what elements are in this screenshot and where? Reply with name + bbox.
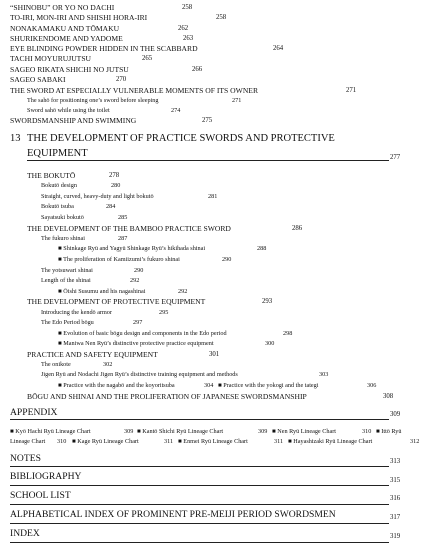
toc-entry-title: BŌGU AND SHINAI AND THE PROLIFERATION OF JAPANESE SWORDSMANSHIP (27, 392, 307, 401)
toc-subentry-title: The sahō for positioning one’s sword before sleeping (27, 97, 159, 104)
chapter-number: 13 (10, 133, 21, 144)
toc-entry-title: SAGEO SABAKI (10, 75, 66, 84)
toc-entry-page: 298 (283, 330, 293, 337)
toc-entry-title: THE SWORD AT ESPECIALLY VULNERABLE MOMENTS OF ITS OWNER (10, 86, 259, 95)
back-matter-page: 319 (390, 533, 401, 540)
toc-subentry-title: The Edo Period bōgu (41, 319, 94, 326)
back-matter-rule (10, 466, 389, 467)
toc-entry-page: 290 (222, 256, 232, 263)
toc-subentry-title: The yotsuwari shinai (41, 267, 93, 274)
toc-subsubentry-title: ■ The proliferation of Kamiizumi’s fukuro shinai (58, 256, 180, 263)
back-matter-rule (10, 485, 389, 486)
back-matter-page: 316 (390, 495, 401, 502)
lineage-chart-title: ■ Kyō Hachi Ryū Lineage Chart (10, 428, 91, 435)
toc-entry-page: 262 (178, 25, 189, 32)
toc-entry-page: 301 (209, 351, 220, 358)
back-matter-title: BIBLIOGRAPHY (10, 471, 82, 482)
toc-entry-page: 303 (319, 371, 329, 378)
toc-entry-page: 263 (183, 35, 194, 42)
toc-subentry-title: The onikote (41, 361, 71, 368)
appendix-rule (10, 419, 389, 420)
toc-entry-page: 284 (106, 203, 116, 210)
toc-entry-page: 271 (232, 97, 242, 104)
toc-entry-page: 264 (273, 45, 284, 52)
back-matter-page: 313 (390, 458, 401, 465)
back-matter-page: 317 (390, 514, 401, 521)
back-matter-title: NOTES (10, 453, 41, 464)
toc-entry-title: THE BOKUTŌ (27, 171, 76, 180)
toc-entry-title: “SHINOBU” OR YO NO DACHI (10, 3, 115, 12)
lineage-chart-title: ■ Nen Ryū Lineage Chart (272, 428, 336, 435)
toc-entry-page: 302 (103, 361, 113, 368)
toc-entry-page: 286 (292, 225, 303, 232)
toc-subentry-title: Length of the shinai (41, 277, 91, 284)
lineage-chart-page: 310 (57, 438, 67, 445)
lineage-chart-page: 311 (274, 438, 284, 445)
toc-entry-page: 293 (262, 298, 273, 305)
lineage-chart-title: ■ Hayashizaki Ryū Lineage Chart (288, 438, 373, 445)
chapter-title-line1: THE DEVELOPMENT OF PRACTICE SWORDS AND PROTECTIVE (27, 133, 335, 144)
back-matter-rule (10, 523, 389, 524)
toc-entry-page: 266 (192, 66, 203, 73)
toc-entry-title: SWORDSMANSHIP AND SWIMMING (10, 116, 137, 125)
toc-subsubentry-title: ■ Maniwa Nen Ryū’s distinctive protective practice equipment (58, 340, 214, 347)
chapter-title-line2: EQUIPMENT (27, 148, 88, 159)
toc-entry-page: 280 (111, 182, 121, 189)
toc-entry-page: 292 (178, 288, 188, 295)
chapter-page: 277 (390, 154, 401, 161)
toc-entry-page: 258 (216, 14, 227, 21)
toc-entry-page: 304 (204, 382, 214, 389)
toc-subsubentry-title: ■ Evolution of basic bōgu design and components in the Edo period (58, 330, 227, 337)
lineage-chart-title: ■ Kage Ryū Lineage Chart (72, 438, 139, 445)
toc-entry-page: 292 (130, 277, 140, 284)
toc-entry-page: 288 (257, 245, 267, 252)
back-matter-title: INDEX (10, 528, 40, 539)
appendix-page: 309 (390, 411, 401, 418)
back-matter-title: ALPHABETICAL INDEX OF PROMINENT PRE-MEIJI PERIOD SWORDSMEN (10, 509, 336, 520)
toc-entry-title: EYE BLINDING POWDER HIDDEN IN THE SCABBARD (10, 44, 198, 53)
toc-entry-page: 295 (159, 309, 169, 316)
toc-subentry-title: Introducing the kendō armor (41, 309, 112, 316)
toc-subentry-title: Sayatsuki bokutō (41, 214, 84, 221)
toc-entry-page: 274 (171, 107, 181, 114)
toc-subentry-title: Straight, curved, heavy-duty and light bokutō (41, 193, 154, 200)
back-matter-rule (10, 542, 389, 543)
toc-subentry-title: Bokutō design (41, 182, 77, 189)
lineage-chart-page: 309 (258, 428, 268, 435)
lineage-chart-page: 311 (164, 438, 174, 445)
back-matter-page: 315 (390, 477, 401, 484)
toc-entry-title: SHURIKENDOME AND YADOME (10, 34, 123, 43)
toc-entry-page: 275 (202, 117, 213, 124)
toc-entry-page: 278 (109, 172, 120, 179)
chapter-rule (27, 160, 389, 161)
toc-subentry-title: Jigen Ryū and Nodachi Jigen Ryū’s distinctive training equipment and methods (41, 371, 238, 378)
toc-entry-title: TACHI MOYURUJUTSU (10, 54, 92, 63)
lineage-chart-title: ■ Kantō Shichi Ryū Lineage Chart (137, 428, 224, 435)
lineage-chart-page: 312 (410, 438, 420, 445)
toc-subentry-title: The fukuro shinai (41, 235, 85, 242)
toc-entry-page: 290 (134, 267, 144, 274)
toc-entry-page: 308 (383, 393, 394, 400)
appendix-title: APPENDIX (10, 407, 58, 418)
toc-entry-page: 285 (118, 214, 128, 221)
toc-subentry-title: Sword sahō while using the toilet (27, 107, 110, 114)
toc-entry-title: PRACTICE AND SAFETY EQUIPMENT (27, 350, 158, 359)
toc-entry-page: 287 (118, 235, 128, 242)
toc-entry-page: 270 (116, 76, 127, 83)
lineage-chart-title: Lineage Chart (10, 438, 46, 445)
back-matter-title: SCHOOL LIST (10, 490, 71, 501)
toc-entry-page: 300 (265, 340, 275, 347)
toc-entry-page: 265 (142, 55, 153, 62)
lineage-chart-page: 310 (362, 428, 372, 435)
toc-subsubentry-title: ■ Practice with the yokogi and the tategi (218, 382, 319, 389)
toc-entry-page: 306 (367, 382, 377, 389)
toc-entry-page: 281 (208, 193, 218, 200)
toc-subsubentry-title: ■ Ōishi Susumu and his nagashinai (58, 288, 146, 295)
toc-entry-page: 297 (133, 319, 143, 326)
lineage-chart-title: ■ Enmei Ryū Lineage Chart (178, 438, 248, 445)
toc-subentry-title: Bokutō tsuba (41, 203, 74, 210)
toc-subsubentry-title: ■ Practice with the nagabō and the koyoritsuba (58, 382, 175, 389)
toc-entry-title: SAGEO RIKATA SHICHI NO JUTSU (10, 65, 129, 74)
toc-entry-page: 271 (346, 87, 357, 94)
lineage-chart-page: 309 (124, 428, 134, 435)
toc-entry-page: 258 (182, 4, 193, 11)
toc-subsubentry-title: ■ Shinkage Ryū and Yagyū Shinkage Ryū’s hikihada shinai (58, 245, 206, 252)
lineage-chart-title: ■ Ittō Ryū (376, 428, 402, 435)
toc-entry-title: NONAKAMAKU AND TŌMAKU (10, 24, 120, 33)
toc-entry-title: THE DEVELOPMENT OF THE BAMBOO PRACTICE SWORD (27, 224, 231, 233)
toc-entry-title: THE DEVELOPMENT OF PROTECTIVE EQUIPMENT (27, 297, 206, 306)
back-matter-rule (10, 504, 389, 505)
toc-entry-title: TO-IRI, MON-IRI AND SHISHI HORA-IRI (10, 13, 148, 22)
